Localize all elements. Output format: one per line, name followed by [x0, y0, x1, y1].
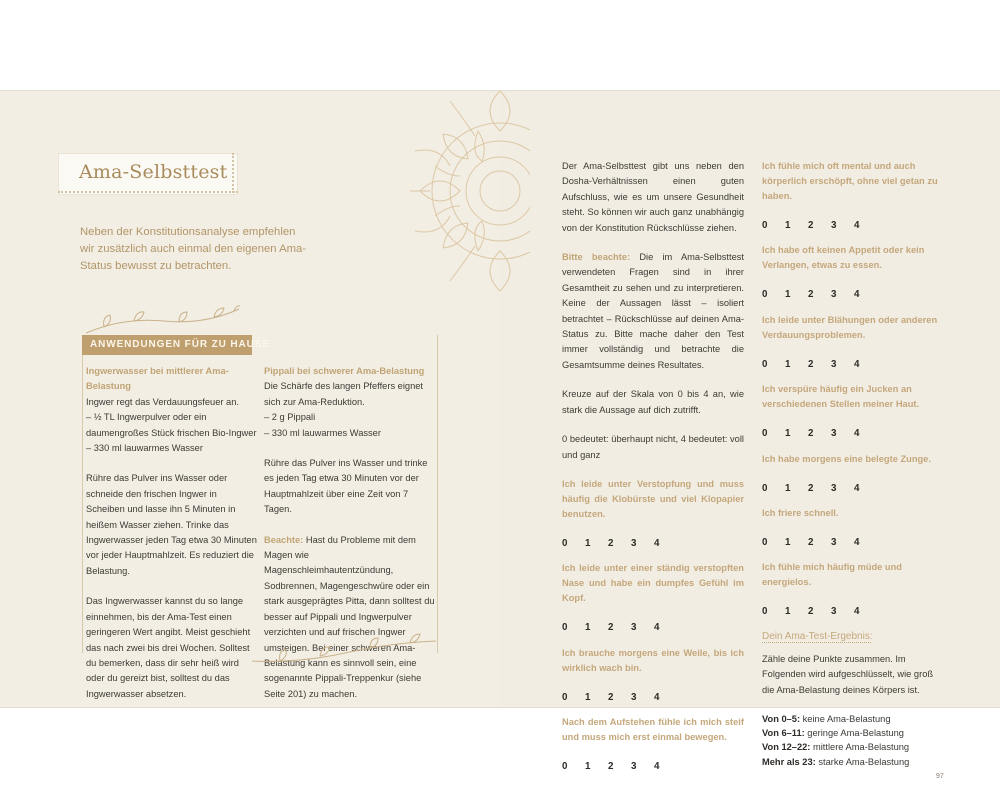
rating-scale — [762, 426, 942, 441]
scale-value[interactable]: 0 — [762, 358, 768, 370]
ginger-recipe-title: Ingwerwasser bei mittlerer Ama-Belastung — [86, 366, 229, 392]
scale-value[interactable]: 4 — [854, 428, 860, 440]
question-text: Nach dem Aufstehen fühle ich mich steif und muss mich erst einmal bewegen. — [562, 717, 744, 743]
scale-value[interactable]: 2 — [608, 691, 614, 703]
question-text: Ich habe oft keinen Appetit oder kein Verlangen, etwas zu essen. — [762, 245, 925, 271]
range-label: Von 6–11: — [762, 728, 805, 739]
ginger-recipe-ingredients: Ingwer regt das Verdauungsfeuer an. – ½ TL Ingwerpulver oder ein daumengroßes Stück frischen Bio-Ingwer – 330 ml lauwarmes Wasser — [86, 396, 257, 454]
question-text: Ich brauche morgens eine Weile, bis ich wirklich wach bin. — [562, 647, 744, 673]
pippali-recipe-title: Pippali bei schwerer Ama-Belastung — [264, 366, 425, 376]
question-text: Ich habe morgens eine belegte Zunge. — [762, 453, 931, 464]
scale-value[interactable]: 2 — [808, 220, 814, 231]
scale-value[interactable]: 2 — [608, 537, 614, 549]
result-heading: Dein Ama-Test-Ergebnis: — [762, 630, 873, 642]
scale-value[interactable]: 0 — [762, 428, 768, 440]
scale-value[interactable]: 0 — [762, 537, 768, 549]
question-text: Ich fühle mich oft mental und auch körperlich erschöpft, ohne viel getan zu haben. — [762, 161, 938, 201]
result-range — [762, 755, 942, 769]
note-text: Die im Ama-Selbsttest verwendeten Fragen sind in ihrer Gesamtheit zu sehen und zu interpretieren. Keine der Aussagen lässt – isoliert betrachtet – Rückschlüsse auf deinen Ama-Status zu. Bitte mache daher den Test immer vollständig und betrachte die Gesamtsumme deines Resultates. — [562, 252, 745, 370]
title-dotted-border-bottom — [58, 191, 238, 193]
scale-value[interactable]: 1 — [785, 289, 791, 301]
result-text: Zähle deine Punkte zusammen. Im Folgenden wird aufgeschlüsselt, wie groß die Ama-Belastung deines Körpers ist. — [762, 653, 934, 695]
recipe-box-banner — [82, 335, 270, 355]
book-spread — [0, 90, 1000, 780]
scale-value[interactable]: 4 — [654, 537, 660, 549]
title-box — [58, 153, 238, 195]
scale-value[interactable]: 0 — [762, 606, 768, 618]
scale-value[interactable]: 3 — [831, 482, 837, 494]
rating-scale — [762, 287, 942, 302]
scale-value[interactable]: 2 — [808, 482, 814, 494]
scale-value[interactable]: 2 — [808, 537, 814, 549]
scale-value[interactable]: 4 — [854, 358, 860, 370]
warning-label: Beachte: — [264, 534, 304, 545]
questions-left — [562, 477, 744, 775]
scale-value[interactable]: 2 — [808, 358, 814, 370]
range-label: Mehr als 23: — [762, 756, 816, 767]
rating-scale — [762, 604, 942, 619]
question-text: Ich friere schnell. — [762, 508, 839, 519]
scale-value[interactable]: 3 — [831, 537, 837, 549]
scale-value[interactable]: 1 — [785, 220, 791, 231]
question-text: Ich leide unter Verstopfung und muss häufig die Klobürste und viel Klopapier benutzen. — [562, 478, 744, 519]
scale-value[interactable]: 1 — [785, 482, 791, 494]
warning-text: Hast du Probleme mit dem Magen wie Magenschleimhautentzündung, Sodbrennen, Magengeschwüre oder ein stark ausgeprägtes Pitta, dann solltest du besser auf Pippali und Ingwerpulver verzichten und auf frischen Ingwer umsteigen. Bei einer schweren Ama-Belastung kann es sinnvoll sein, eine sogenannte Pippali-Treppenkur (siehe Seite 201) zu machen. — [264, 534, 435, 699]
scale-value[interactable]: 4 — [854, 537, 860, 549]
test-intro-paragraph: Der Ama-Selbsttest gibt uns neben den Dosha-Verhältnissen einen guten Aufschluss, wie es um unsere Gesundheit steht. So können wir auch ganz unabhängig von der Konstitution Rückschlüsse ziehen. — [562, 161, 744, 233]
rating-scale — [562, 759, 744, 774]
scale-value[interactable]: 3 — [831, 428, 837, 440]
title-dotted-border — [232, 153, 240, 193]
right-text-column — [562, 159, 744, 785]
scale-value[interactable]: 1 — [785, 428, 791, 440]
scale-value[interactable]: 1 — [785, 606, 791, 618]
rating-scale — [762, 535, 942, 550]
questions-right — [762, 159, 942, 620]
rating-scale — [762, 357, 942, 372]
right-question-column — [762, 159, 942, 769]
scale-value[interactable]: 3 — [631, 761, 637, 773]
scale-value[interactable]: 0 — [562, 761, 568, 773]
scale-value[interactable]: 2 — [808, 289, 814, 301]
result-range — [762, 712, 942, 726]
pippali-recipe-instructions: Rühre das Pulver ins Wasser und trinke es jeden Tag etwa 30 Minuten vor der Hauptmahlzeit über eine Zeit von 7 Tagen. — [264, 458, 428, 515]
rating-scale — [562, 536, 744, 551]
scale-value[interactable]: 3 — [631, 691, 637, 703]
scale-value[interactable]: 1 — [585, 622, 591, 634]
ginger-recipe-instructions: Rühre das Pulver ins Wasser oder schneide den frischen Ingwer in Scheiben und lasse ihn 5 Minuten in heißem Wasser ziehen. Trinke das Ingwerwasser jeden Tag etwa 30 Minuten vor jeder Hauptmahlzeit. Es reduziert die Belastung. — [86, 473, 257, 576]
scale-instruction: Kreuze auf der Skala von 0 bis 4 an, wie stark die Aussage auf dich zutrifft. — [562, 389, 744, 415]
pippali-recipe-ingredients: Die Schärfe des langen Pfeffers eignet sich zur Ama-Reduktion. – 2 g Pippali – 330 ml lauwarmes Wasser — [264, 381, 424, 438]
scale-value[interactable]: 0 — [562, 691, 568, 703]
mandala-ornament — [390, 91, 530, 321]
scale-value[interactable]: 0 — [762, 220, 768, 231]
scale-value[interactable]: 2 — [608, 761, 614, 773]
range-label: Von 12–22: — [762, 742, 811, 753]
scale-value[interactable]: 3 — [631, 622, 637, 634]
scale-value[interactable]: 4 — [654, 691, 660, 703]
scale-value[interactable]: 3 — [831, 289, 837, 301]
scale-legend: 0 bedeutet: überhaupt nicht, 4 bedeutet: voll und ganz — [562, 434, 744, 460]
ginger-recipe-column — [86, 364, 258, 717]
scale-value[interactable]: 3 — [831, 606, 837, 618]
scale-value[interactable]: 2 — [608, 622, 614, 634]
page-title: Ama-Selbsttest — [79, 161, 228, 183]
vine-ornament-bottom — [250, 631, 440, 667]
scale-value[interactable]: 1 — [585, 761, 591, 773]
vine-ornament-top — [84, 303, 244, 335]
scale-value[interactable]: 3 — [831, 220, 837, 231]
scale-value[interactable]: 3 — [631, 537, 637, 549]
intro-text: Neben der Konstitutionsanalyse empfehlen wir zusätzlich auch einmal den eigenen Ama-Status bewusst zu betrachten. — [80, 226, 307, 272]
scale-value[interactable]: 3 — [831, 358, 837, 370]
rating-scale — [562, 620, 744, 635]
scale-value[interactable]: 1 — [585, 691, 591, 703]
recipe-box-heading: ANWENDUNGEN FÜR ZU HAUSE — [90, 339, 270, 350]
scale-value[interactable]: 0 — [562, 622, 568, 634]
scale-value[interactable]: 1 — [585, 537, 591, 549]
scale-value[interactable]: 4 — [854, 220, 860, 231]
scale-value[interactable]: 0 — [762, 289, 768, 301]
pippali-recipe-warning — [264, 533, 436, 702]
question-text: Ich leide unter Blähungen oder anderen Verdauungsproblemen. — [762, 314, 938, 340]
result-range — [762, 726, 942, 740]
scale-value[interactable]: 0 — [562, 537, 568, 549]
range-description: geringe Ama-Belastung — [804, 728, 904, 739]
test-note-paragraph — [562, 250, 744, 373]
question-text: Ich fühle mich häufig müde und energielos. — [762, 562, 902, 588]
scale-value[interactable]: 4 — [854, 482, 860, 494]
scale-value[interactable]: 4 — [654, 622, 660, 634]
scale-value[interactable]: 0 — [762, 482, 768, 494]
scale-value[interactable]: 2 — [808, 428, 814, 440]
result-ranges — [762, 712, 942, 769]
range-description: starke Ama-Belastung — [815, 756, 910, 767]
question-text: Ich verspüre häufig ein Jucken an verschiedenen Stellen meiner Haut. — [762, 384, 920, 410]
rating-scale — [562, 690, 744, 705]
rating-scale — [762, 481, 942, 496]
rating-scale — [762, 218, 942, 233]
note-label: Bitte beachte: — [562, 252, 631, 263]
question-text: Ich leide unter einer ständig verstopften Nase und habe ein dumpfes Gefühl im Kopf. — [562, 563, 744, 604]
result-range — [762, 740, 942, 754]
scale-value[interactable]: 4 — [654, 761, 660, 773]
scale-value[interactable]: 1 — [785, 358, 791, 370]
scale-value[interactable]: 4 — [854, 606, 860, 618]
range-description: mittlere Ama-Belastung — [810, 742, 910, 753]
range-description: keine Ama-Belastung — [800, 714, 891, 725]
scale-value[interactable]: 1 — [785, 537, 791, 549]
scale-value[interactable]: 4 — [854, 289, 860, 301]
ginger-recipe-notes: Das Ingwerwasser kannst du so lange einnehmen, bis der Ama-Test einen geringeren Wert angibt. Meist geschieht das nach zwei bis drei Wochen. Solltest du bemerken, dass dir sehr heiß wird oder du gereizt bist, solltest du das Ingwerwasser absetzen. — [86, 596, 251, 699]
page-number: 97 — [936, 773, 944, 780]
scale-value[interactable]: 2 — [808, 606, 814, 618]
range-label: Von 0–5: — [762, 714, 801, 725]
